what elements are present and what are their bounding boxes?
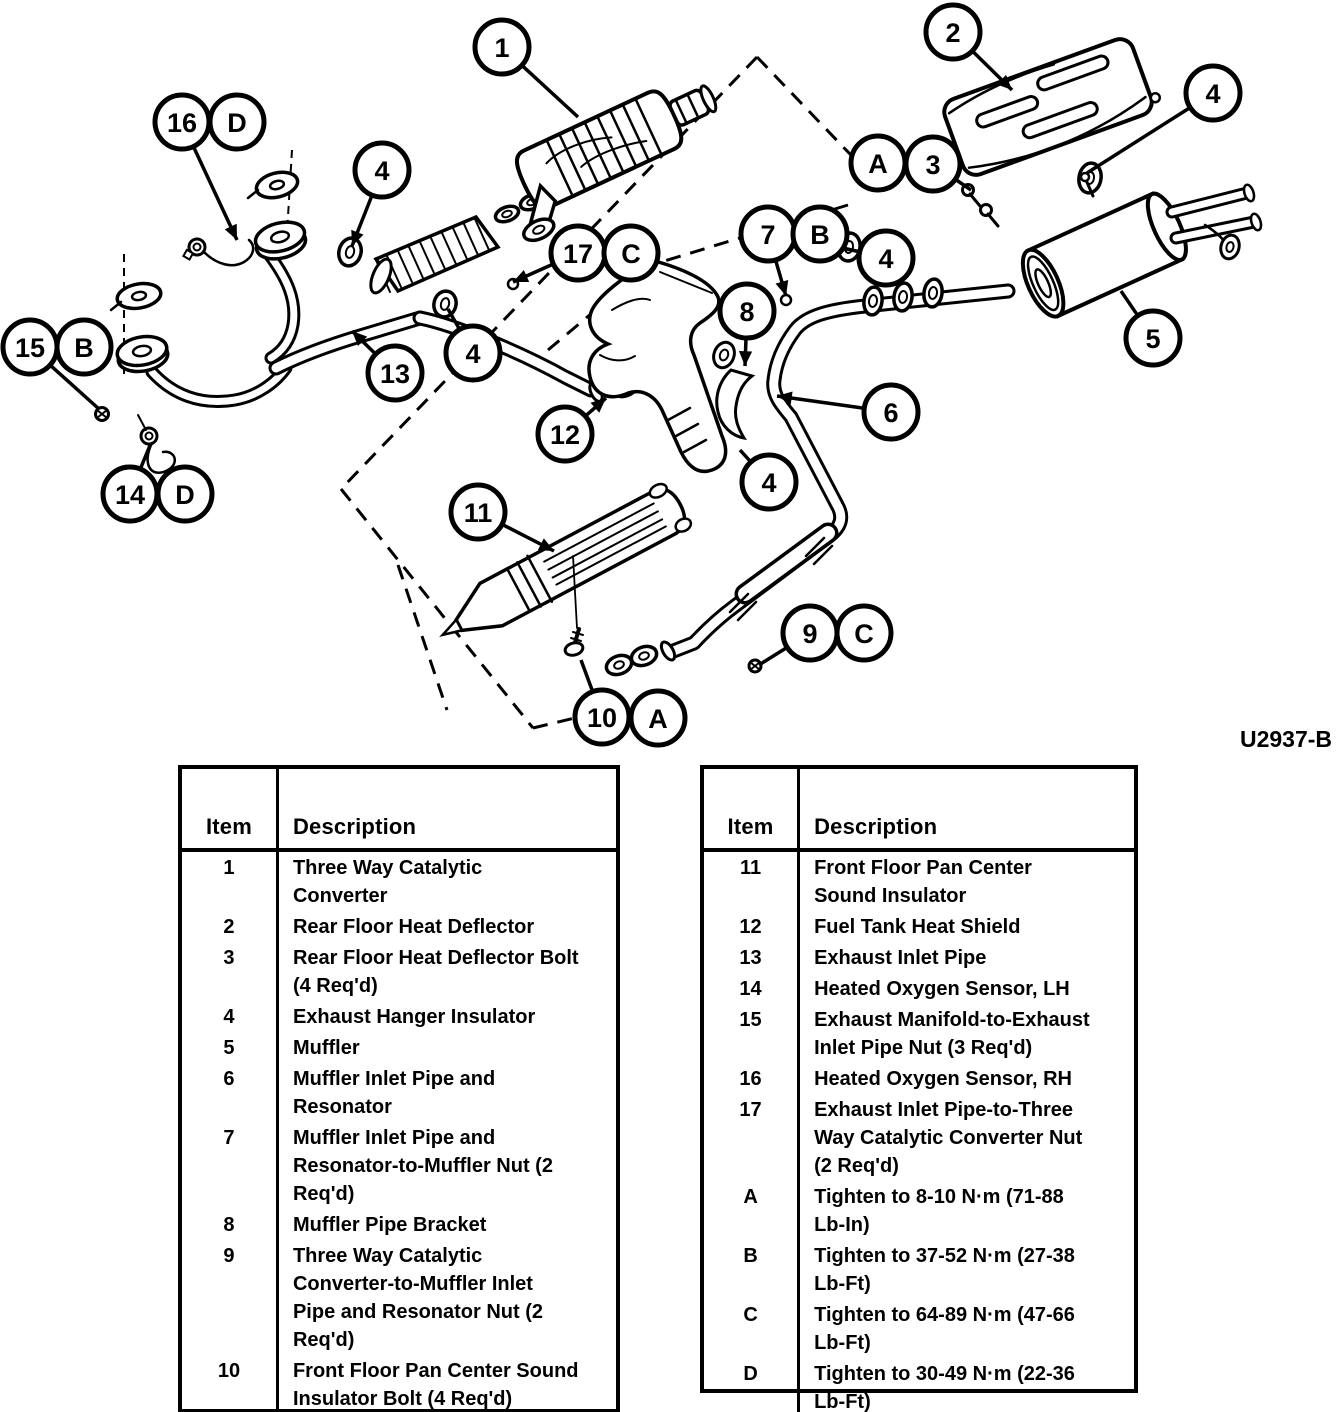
item-cell: 15 [704, 1004, 799, 1063]
table-row [704, 1004, 1134, 1063]
callout-label: 11 [463, 498, 493, 528]
callout-C [837, 606, 891, 660]
callout-C [604, 226, 658, 280]
description-cell: Front Floor Pan Center Sound Insulator Bolt (4 Req'd) [292, 1360, 579, 1410]
callout-label: 17 [562, 239, 594, 269]
description-column-header: Description [277, 769, 616, 850]
description-cell: Muffler [292, 1037, 360, 1059]
figure-code: U2937-B [1239, 726, 1332, 752]
item-cell: 2 [182, 911, 277, 942]
callout-label: C [621, 239, 641, 269]
item-cell: 6 [182, 1063, 277, 1122]
item-cell: 11 [704, 850, 799, 911]
description-cell: Front Floor Pan Center Sound Insulator [814, 857, 1032, 907]
leader-line [193, 146, 237, 240]
callout-label: B [74, 333, 94, 363]
table-row [182, 911, 616, 942]
table-row [182, 1209, 616, 1240]
callout-label: 4 [878, 244, 894, 274]
item-cell: 16 [704, 1063, 799, 1094]
item-cell: 13 [704, 942, 799, 973]
callout-D [158, 467, 212, 521]
table-row [704, 1358, 1134, 1412]
table-row [182, 1032, 616, 1063]
description-cell: Tighten to 30-49 N·m (22-36 Lb-Ft) [814, 1363, 1075, 1412]
callout-B [57, 320, 111, 374]
callout-label: 3 [925, 150, 941, 180]
item-cell: 7 [182, 1122, 277, 1209]
item-cell: 1 [182, 850, 277, 911]
heat-deflector-bolt-drawing [963, 185, 999, 227]
item-cell: B [704, 1240, 799, 1299]
table-header-row [182, 769, 616, 850]
leader-line [522, 65, 578, 117]
heated-oxygen-sensor-rh-drawing [183, 239, 253, 265]
callout-label: 6 [883, 398, 899, 428]
item-cell: 3 [182, 942, 277, 1001]
callout-A [631, 691, 685, 745]
callout-label: D [227, 108, 247, 138]
description-cell: Exhaust Hanger Insulator [292, 1006, 536, 1028]
callout-4 [351, 143, 409, 246]
callout-12 [538, 398, 606, 461]
callout-4 [740, 450, 796, 509]
fuel-tank-heat-shield-drawing [589, 261, 726, 471]
description-cell: Three Way Catalytic Converter-to-Muffler Inlet Pipe and Resonator Nut (2 Req'd) [292, 1245, 543, 1351]
table-header-row [704, 769, 1134, 850]
item-cell: 17 [704, 1094, 799, 1181]
table-row [704, 1299, 1134, 1358]
callout-label: A [868, 149, 888, 179]
callout-label: 14 [114, 480, 146, 510]
description-cell: Tighten to 64-89 N·m (47-66 Lb-Ft) [814, 1304, 1075, 1354]
item-cell: 5 [182, 1032, 277, 1063]
table-row [182, 1001, 616, 1032]
description-cell: Exhaust Manifold-to-Exhaust Inlet Pipe Nut (3 Req'd) [814, 1009, 1090, 1059]
item-cell: D [704, 1358, 799, 1412]
description-column-header: Description [799, 769, 1134, 850]
callout-label: D [175, 480, 195, 510]
callout-11 [451, 485, 554, 551]
table-row [182, 1355, 616, 1412]
item-cell: 8 [182, 1209, 277, 1240]
callout-9 [759, 606, 837, 665]
table-row [704, 1063, 1134, 1094]
callout-label: 5 [1145, 324, 1161, 354]
leader-line [759, 647, 787, 665]
item-cell: 9 [182, 1240, 277, 1355]
description-cell: Heated Oxygen Sensor, LH [814, 978, 1070, 1000]
callout-13 [352, 331, 422, 400]
callout-label: 1 [494, 33, 510, 63]
table-row [182, 850, 616, 911]
callout-2 [926, 5, 1012, 90]
parts-table-right [700, 765, 1138, 1412]
description-cell: Rear Floor Heat Deflector Bolt (4 Req'd) [292, 947, 579, 997]
table-row [704, 850, 1134, 911]
description-cell: Muffler Pipe Bracket [292, 1214, 487, 1236]
description-cell: Exhaust Inlet Pipe-to-Three Way Catalytic Converter Nut (2 Req'd) [814, 1099, 1083, 1177]
callout-label: 4 [761, 468, 777, 498]
item-cell: 4 [182, 1001, 277, 1032]
callout-label: 7 [760, 220, 776, 250]
callout-label: 4 [465, 339, 481, 369]
table-row [704, 973, 1134, 1004]
table-row [704, 1094, 1134, 1181]
callout-label: 2 [945, 18, 961, 48]
item-cell: A [704, 1181, 799, 1240]
callout-label: 4 [374, 156, 390, 186]
callout-A [851, 136, 905, 190]
item-cell: 14 [704, 973, 799, 1004]
table-row [182, 1063, 616, 1122]
description-cell: Tighten to 37-52 N·m (27-38 Lb-Ft) [814, 1245, 1075, 1295]
callout-label: A [648, 704, 668, 734]
description-cell: Rear Floor Heat Deflector [292, 916, 535, 938]
item-cell: 10 [182, 1355, 277, 1412]
description-cell: Three Way Catalytic Converter [292, 857, 483, 907]
table-row [182, 942, 616, 1001]
callout-label: 8 [739, 297, 755, 327]
table-row [182, 1122, 616, 1209]
description-cell: Exhaust Inlet Pipe [814, 947, 987, 969]
item-column-header: Item [704, 769, 799, 850]
flex-coupling-drawing [367, 217, 498, 296]
table-row [704, 911, 1134, 942]
callout-label: 9 [802, 619, 818, 649]
callout-label: 13 [379, 359, 411, 389]
callout-label: 16 [166, 108, 198, 138]
callout-label: 12 [549, 420, 581, 450]
callout-label: 10 [586, 703, 618, 733]
leader-arrowhead [776, 280, 789, 296]
leader-arrowhead [739, 351, 752, 366]
parts-table-left [178, 765, 620, 1412]
item-column-header: Item [182, 769, 277, 850]
description-cell: Muffler Inlet Pipe and Resonator [292, 1068, 496, 1118]
callout-label: 15 [14, 333, 46, 363]
callout-5 [1121, 291, 1180, 365]
table-row [704, 1181, 1134, 1240]
description-cell: Muffler Inlet Pipe and Resonator-to-Muffler Nut (2 Req'd) [292, 1127, 553, 1205]
callout-label: 4 [1205, 79, 1221, 109]
description-cell: Heated Oxygen Sensor, RH [814, 1068, 1072, 1090]
table-row [704, 942, 1134, 973]
table-row [704, 1240, 1134, 1299]
callout-label: B [810, 220, 830, 250]
callout-D [210, 95, 264, 149]
callout-label: C [854, 619, 874, 649]
description-cell: Tighten to 8-10 N·m (71-88 Lb-In) [814, 1186, 1064, 1236]
description-cell: Fuel Tank Heat Shield [814, 916, 1021, 938]
callout-4 [446, 309, 500, 380]
leader-line [581, 660, 593, 692]
item-cell: C [704, 1299, 799, 1358]
catalytic-converter-drawing [491, 69, 736, 245]
leader-line [1121, 291, 1138, 316]
item-cell: 12 [704, 911, 799, 942]
muffler-drawing [1015, 173, 1263, 322]
callout-B [793, 207, 847, 261]
callout-1 [475, 20, 578, 117]
table-row [182, 1240, 616, 1355]
